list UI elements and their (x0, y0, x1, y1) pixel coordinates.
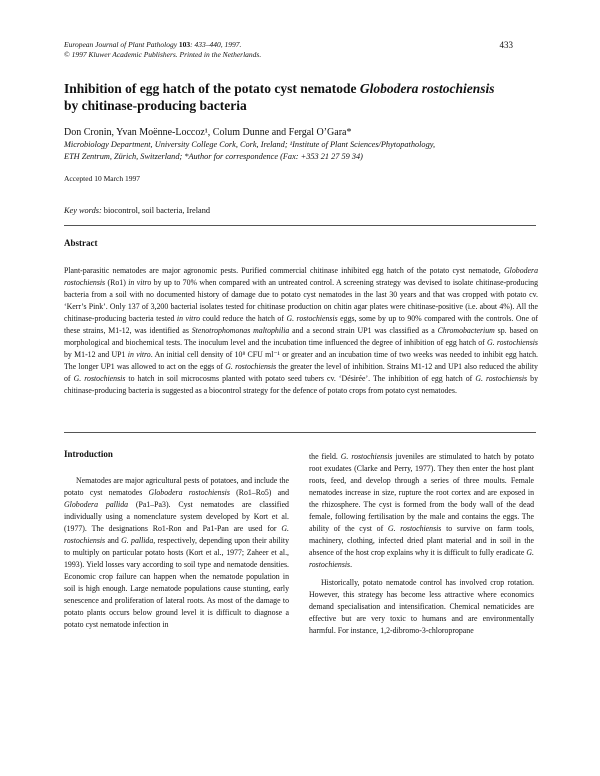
abstract-seg: to hatch in soil microcosms planted with potato seed tubers cv. ‘Désirée’. The inhibition of egg hatch of (125, 374, 476, 383)
abstract-italic: in vitro (127, 350, 151, 359)
abstract-heading: Abstract (64, 238, 98, 248)
introduction-heading: Introduction (64, 449, 113, 459)
intro-seg: . (350, 560, 353, 569)
intro-seg: to survive on farm tools, machinery, clothing, infected dried plant material and in soil in the absence of the host crop explains why it is difficult to fully eradicate (309, 524, 534, 557)
abstract-seg: . An initial cell density of 10⁸ CFU ml⁻¹ or greater and an incubation time of two weeks was needed to inhibit egg hatch. The longer UP1 was allowed to act on the eggs of (64, 350, 538, 371)
intro-species: G. rostochiensis (309, 548, 534, 569)
title-species: Globodera rostochiensis (359, 81, 495, 96)
journal-header (64, 40, 261, 60)
abstract-italic: in vitro (128, 278, 152, 287)
intro-species: G. rostochiensis (340, 452, 393, 461)
intro-paragraph-1 (64, 475, 289, 631)
title-line1: Inhibition of egg hatch of the potato cyst nematode (64, 81, 360, 96)
journal-volume: 103 (178, 40, 191, 49)
abstract-seg: (Ro1) (105, 278, 129, 287)
intro-species: Globodera pallida (64, 500, 129, 509)
abstract-seg: could reduce the hatch of (200, 314, 287, 323)
intro-species: G. rostochiensis (64, 524, 289, 545)
affiliation-line1: Microbiology Department, University College Cork, Cork, Ireland; ¹Institute of Plant Sciences/Phytopathology, (64, 140, 436, 149)
accepted-date: Accepted 10 March 1997 (64, 174, 141, 183)
abstract-species: G. rostochiensis (475, 374, 528, 383)
intro-seg: (Ro1–Ro5) and (229, 488, 289, 497)
abstract-species: G. rostochiensis (225, 362, 277, 371)
keywords-text: biocontrol, soil bacteria, Ireland (101, 206, 210, 215)
abstract-species: G. rostochiensis (286, 314, 338, 323)
abstract-species: Chromobacterium (437, 326, 495, 335)
article-title (64, 80, 534, 114)
abstract-seg: by up to 70% when compared with an untreated control. A screening strategy was devised to isolate chitinase-producing bacteria from a soil with no documented history of damage due to potato cyst nematodes in the last 30 years and that was cropped with potato cv. ‘Kerr’s Pink’. Only 137 of 3,200 bacterial isolates tested for chitinase production on chitin agar plates were chitinase-positive (i.e. about 4%). All the chitinase-producing bacteria tested (64, 278, 538, 323)
divider-bottom (64, 432, 536, 433)
intro-species: Globodera rostochiensis (148, 488, 230, 497)
intro-species: G. pallida (121, 536, 154, 545)
intro-left-column (64, 475, 289, 631)
journal-pages-year: : 433–440, 1997. (190, 40, 242, 49)
intro-seg: juveniles are stimulated to hatch by potato root exudates (Clarke and Perry, 1977). They then enter the host plant roots, feed, and develop through a series of three moults. Female nematodes increase in size, rupture the root cortex and are exposed in the rhizosphere. The cyst is formed from the body wall of the dead female, following fertilisation by the male and contains the eggs. The ability of the cyst of (309, 452, 534, 533)
abstract-seg: sp. based on morphological and biochemical tests. The inoculum level and the incubation time influenced the degree of inhibition of egg hatch of (64, 326, 538, 347)
copyright-line: © 1997 Kluwer Academic Publishers. Printed in the Netherlands. (64, 50, 262, 59)
divider-top (64, 225, 536, 226)
intro-seg: the field. (309, 452, 341, 461)
intro-seg: (Pa1–Pa3). Cyst nematodes are classified individually using a nomenclature system developed by Kort et al. (1977). The designations Ro1-Ron and Pa1-Pan are used for (64, 500, 289, 533)
abstract-italic: in vitro (176, 314, 201, 323)
intro-right-column (309, 451, 534, 637)
abstract-seg: and a second strain UP1 was classified as a (289, 326, 438, 335)
author-list: Don Cronin, Yvan Moënne-Loccoz¹, Colum Dunne and Fergal O’Gara* (64, 127, 352, 138)
intro-species: G. rostochiensis (387, 524, 442, 533)
abstract-seg: by chitinase-producing bacteria is suggested as a biocontrol strategy for the defence of potato crops from potato cyst nematodes. (64, 374, 538, 395)
abstract-seg: the greater the level of inhibition. Strains M1-12 and UP1 also reduced the ability of (64, 362, 538, 383)
intro-seg: and (105, 536, 122, 545)
keywords-label: Key words: (64, 206, 102, 215)
intro-seg: , respectively, depending upon their ability to multiply on particular potato hosts (Kort et al., 1977; Zaheer et al., 1993). Yield losses vary according to soil type and nematode densities. Economic crop failure can happen when the nematode population in soil is high enough. Large nematode populations cause stunting, early senescence and proliferation of lateral roots. As most of the damage to potato plants occurs below ground level it is difficult to diagnose a potato cyst nematode infection in (64, 536, 290, 629)
abstract-seg: eggs, some by up to 90% compared with the controls. One of these strains, M1-12, was identified as (64, 314, 538, 335)
abstract-species: Globodera rostochiensis (64, 266, 538, 287)
intro-seg: Nematodes are major agricultural pests of potatoes, and include the potato cyst nematodes (64, 476, 289, 497)
abstract-text (64, 265, 538, 397)
affiliation-line2: ETH Zentrum, Zürich, Switzerland; *Author for correspondence (Fax: +353 21 27 59 34) (64, 152, 363, 161)
abstract-seg: Plant-parasitic nematodes are major agronomic pests. Purified commercial chitinase inhibited egg hatch of the potato cyst nematode, (64, 266, 504, 275)
abstract-species: Stenotrophomonas maltophilia (191, 326, 290, 335)
abstract-species: G. rostochiensis (73, 374, 126, 383)
abstract-species: G. rostochiensis (487, 338, 538, 347)
intro-paragraph-2: Historically, potato nematode control has involved crop rotation. However, this strategy has become less attractive where economics demand specialisation and intensification. Chemical nematicides are effective but are very toxic to humans and are environmentally harmful. For instance, 1,2-dibromo-3-chloropropane (309, 578, 534, 635)
title-line2: by chitinase-producing bacteria (64, 98, 247, 113)
journal-name: European Journal of Plant Pathology (64, 40, 178, 49)
page-number: 433 (499, 40, 513, 50)
keywords (64, 206, 210, 215)
affiliations (64, 139, 539, 163)
intro-paragraph-1-cont (309, 451, 534, 571)
abstract-seg: by M1-12 and UP1 (64, 350, 128, 359)
